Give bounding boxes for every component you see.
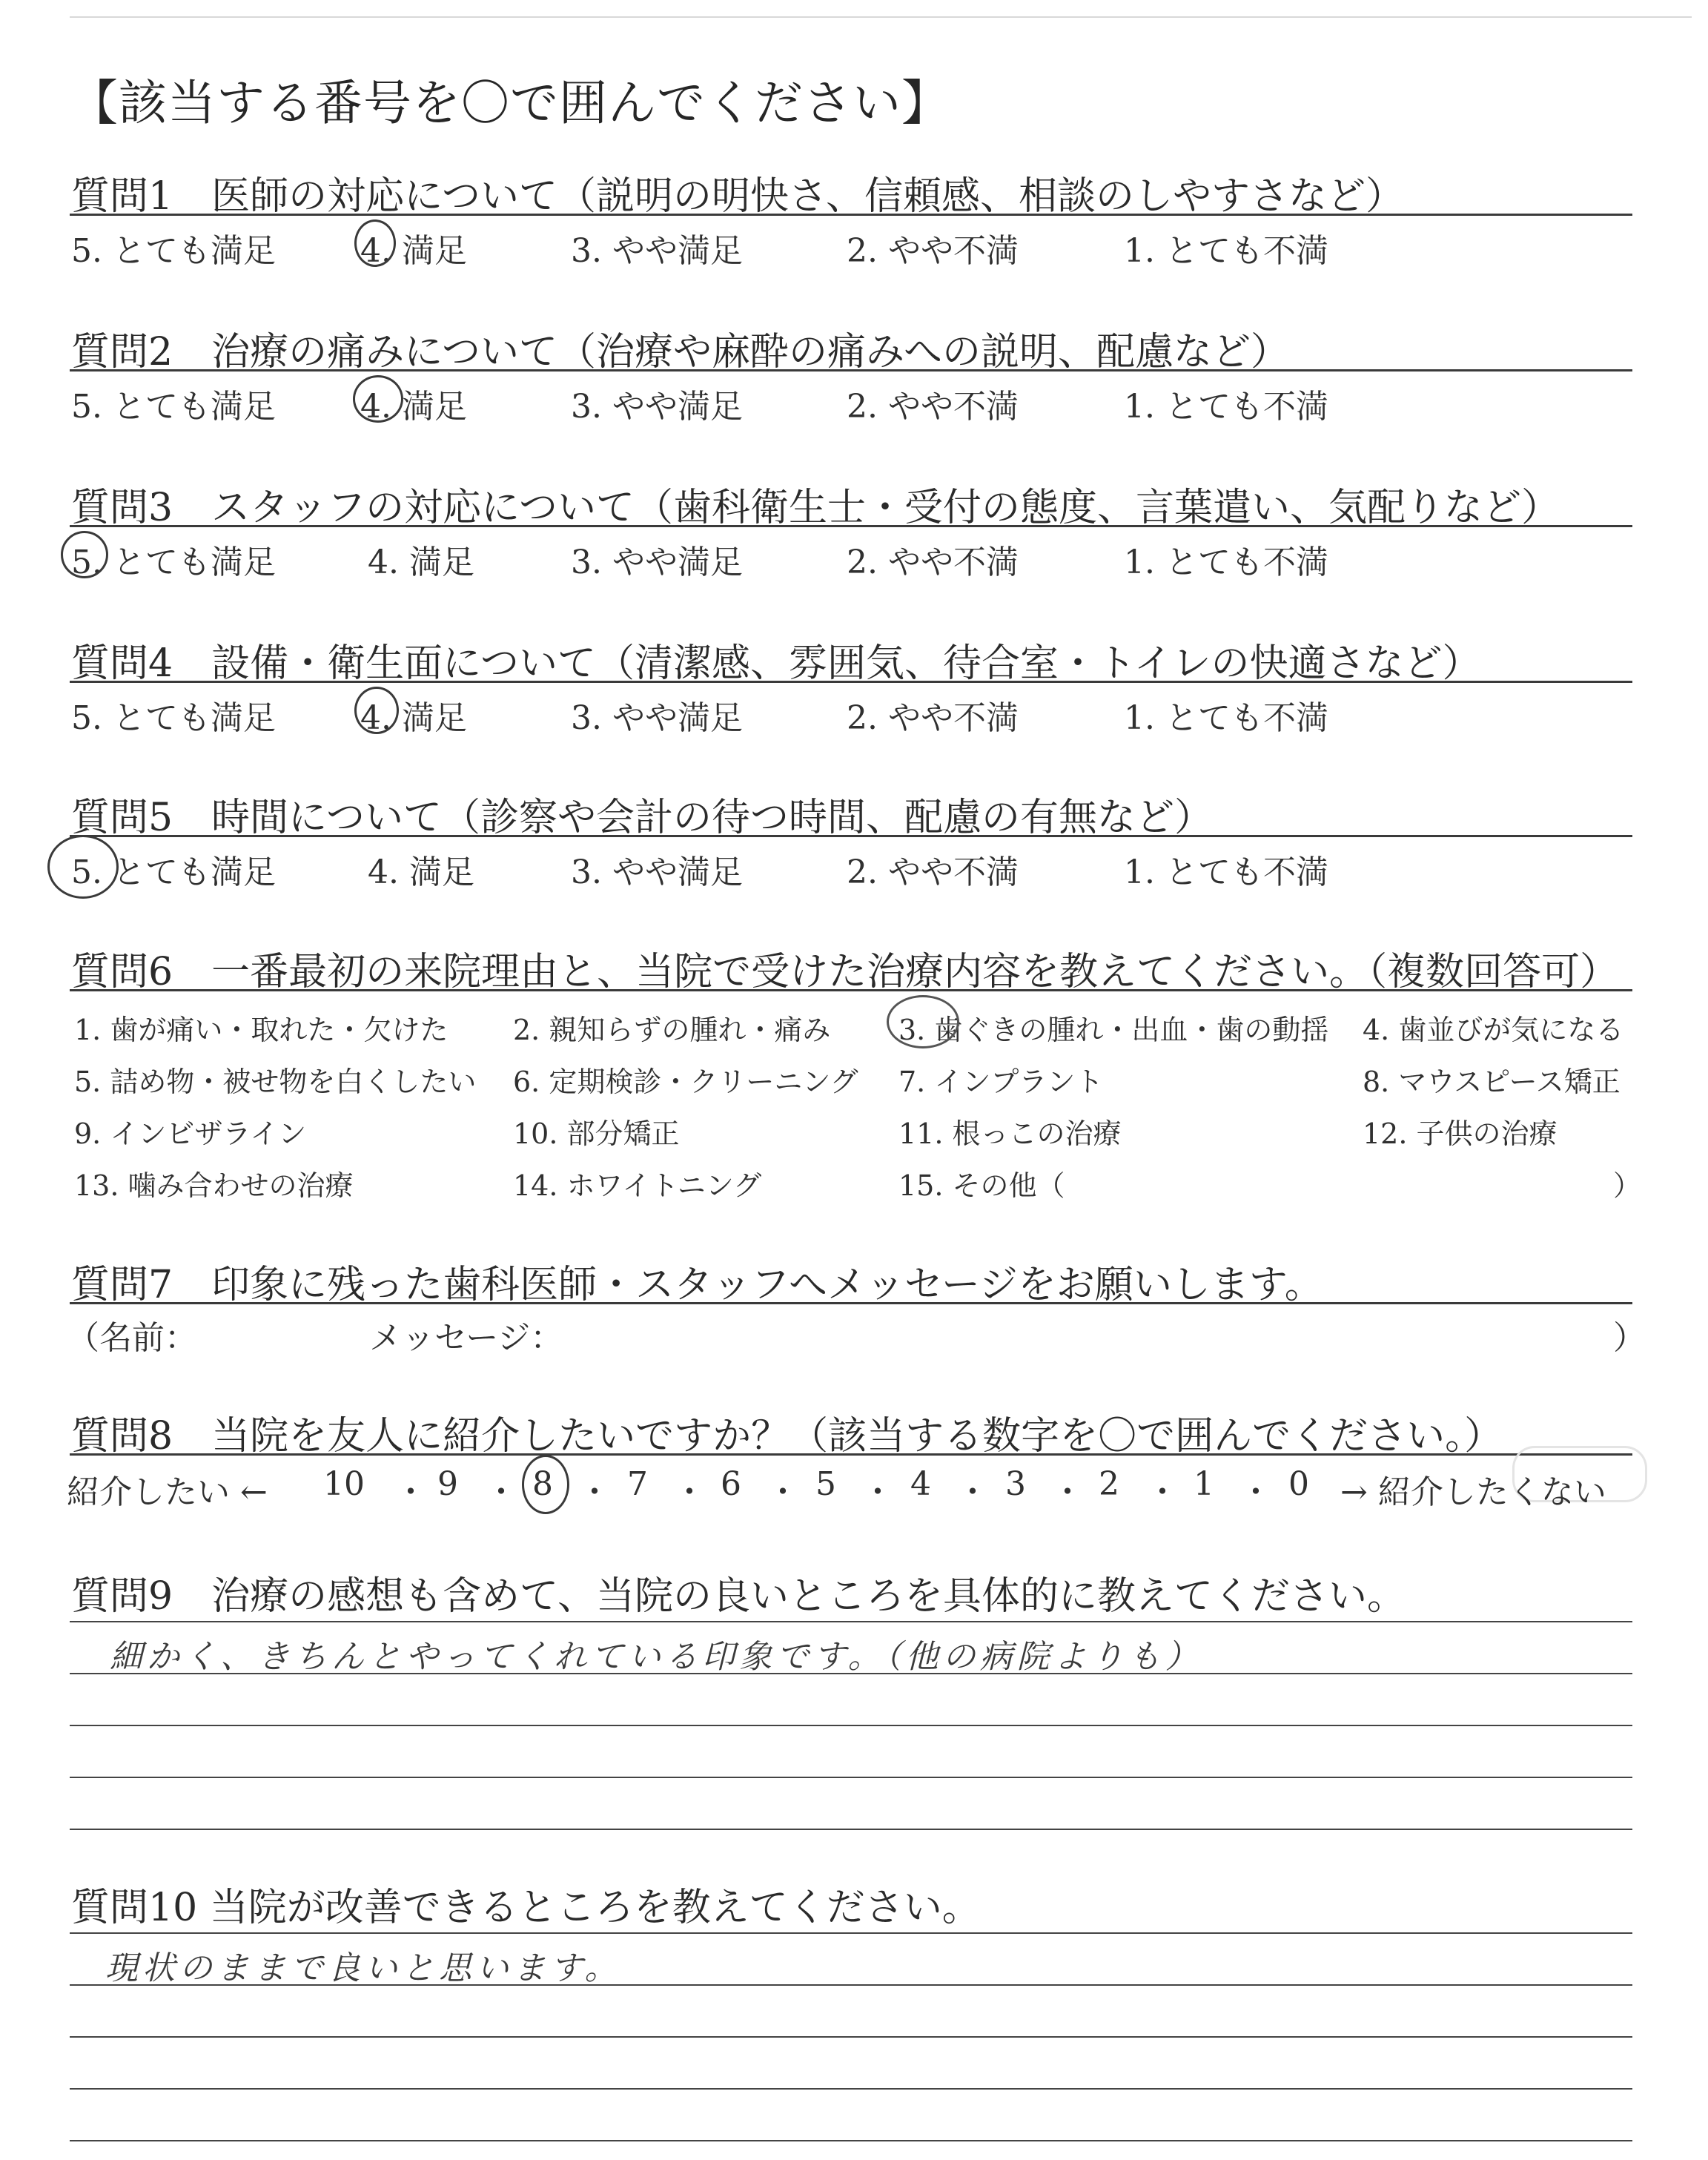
q4-option-5[interactable]: 5. とても満足 [71, 699, 276, 737]
question-8-rule [70, 1453, 1632, 1456]
q8-scale-2[interactable]: 2 [1099, 1465, 1119, 1503]
q6-option-15[interactable]: 15. その他（ [898, 1169, 1065, 1202]
q8-scale-7[interactable]: 7 [627, 1465, 648, 1503]
q3-option-1[interactable]: 1. とても不満 [1124, 544, 1328, 581]
q8-scale-10[interactable]: 10 [323, 1465, 365, 1503]
q8-scale-8[interactable]: 8 [532, 1465, 553, 1503]
question-2-title: 質問2 治療の痛みについて（治療や麻酔の痛みへの説明、配慮など） [71, 330, 1290, 374]
q2-option-5[interactable]: 5. とても満足 [71, 388, 276, 426]
q1-selection-circle [354, 219, 396, 267]
q8-dot: ・ [485, 1473, 517, 1511]
question-2-rule [70, 369, 1632, 371]
q5-option-4[interactable]: 4. 満足 [368, 853, 474, 891]
q7-name-label: （名前： [67, 1319, 197, 1357]
q1-option-3[interactable]: 3. やや満足 [571, 232, 743, 270]
q5-option-2[interactable]: 2. やや不満 [847, 853, 1019, 891]
q6-option-3[interactable]: 3. 歯ぐきの腫れ・出血・歯の動揺 [898, 1014, 1329, 1046]
q6-option-12[interactable]: 12. 子供の治療 [1363, 1117, 1558, 1150]
q6-option-9[interactable]: 9. インビザライン [74, 1117, 307, 1150]
q8-dot: ・ [861, 1473, 894, 1511]
q8-right-label: → 紹介したくない [1340, 1473, 1606, 1511]
q6-option-10[interactable]: 10. 部分矯正 [513, 1117, 680, 1150]
q6-option-6[interactable]: 6. 定期検診・クリーニング [513, 1066, 858, 1098]
question-3-rule [70, 525, 1632, 527]
q4-option-1[interactable]: 1. とても不満 [1124, 699, 1328, 737]
q2-selection-circle [353, 375, 403, 423]
q7-close-paren: ） [1613, 1319, 1646, 1357]
page-header: 【該当する番号を〇で囲んでください】 [70, 76, 951, 131]
q9-line [70, 1829, 1632, 1830]
q8-dot: ・ [956, 1473, 989, 1511]
question-1-title: 質問1 医師の対応について（説明の明快さ、信頼感、相談のしやすさなど） [71, 174, 1404, 219]
q4-option-4[interactable]: 4. 満足 [360, 699, 467, 737]
q5-option-3[interactable]: 3. やや満足 [571, 853, 743, 891]
q1-option-1[interactable]: 1. とても不満 [1124, 232, 1328, 270]
q8-dot: ・ [578, 1473, 611, 1511]
q8-dot: ・ [1239, 1473, 1272, 1511]
q8-scale-3[interactable]: 3 [1005, 1465, 1026, 1503]
q2-option-3[interactable]: 3. やや満足 [571, 388, 743, 426]
q4-option-3[interactable]: 3. やや満足 [571, 699, 743, 737]
q8-dot: ・ [767, 1473, 799, 1511]
q6-option-13[interactable]: 13. 噛み合わせの治療 [74, 1169, 354, 1202]
q1-option-2[interactable]: 2. やや不満 [847, 232, 1019, 270]
q4-option-2[interactable]: 2. やや不満 [847, 699, 1019, 737]
q9-handwritten-answer[interactable]: 細かく、きちんとやってくれている印象です。（他の病院よりも） [110, 1638, 1202, 1676]
question-7-title: 質問7 印象に残った歯科医師・スタッフへメッセージをお願いします。 [71, 1263, 1323, 1307]
q8-scale-6[interactable]: 6 [721, 1465, 741, 1503]
q8-left-label: 紹介したい ← [67, 1473, 268, 1511]
q3-option-2[interactable]: 2. やや不満 [847, 544, 1019, 581]
q8-dot: ・ [394, 1473, 427, 1511]
q6-option-4[interactable]: 4. 歯並びが気になる [1363, 1014, 1624, 1046]
q10-line [70, 1932, 1632, 1934]
q9-line [70, 1725, 1632, 1726]
q1-option-4[interactable]: 4. 満足 [360, 232, 467, 270]
q8-scale-9[interactable]: 9 [437, 1465, 458, 1503]
q6-option-7[interactable]: 7. インプラント [898, 1066, 1104, 1098]
question-5-title: 質問5 時間について（診察や会計の待つ時間、配慮の有無など） [71, 796, 1214, 840]
top-border [70, 16, 1692, 18]
question-4-rule [70, 681, 1632, 683]
question-1-rule [70, 214, 1632, 216]
q8-scale-5[interactable]: 5 [815, 1465, 836, 1503]
q6-other-close-paren: ） [1613, 1169, 1642, 1202]
question-7-rule [70, 1302, 1632, 1304]
question-4-title: 質問4 設備・衛生面について（清潔感、雰囲気、待合室・トイレの快適さなど） [71, 641, 1481, 686]
q8-scale-0[interactable]: 0 [1288, 1465, 1309, 1503]
q9-line [70, 1673, 1632, 1674]
question-9-title: 質問9 治療の感想も含めて、当院の良いところを具体的に教えてください。 [71, 1574, 1406, 1619]
q10-line [70, 2140, 1632, 2141]
q8-dot: ・ [673, 1473, 706, 1511]
q7-message-label: メッセージ： [369, 1319, 563, 1357]
q6-option-8[interactable]: 8. マウスピース矯正 [1363, 1066, 1621, 1098]
q8-dot: ・ [1051, 1473, 1084, 1511]
q5-selection-circle [47, 835, 119, 899]
q1-option-5[interactable]: 5. とても満足 [71, 232, 276, 270]
q8-scale-4[interactable]: 4 [910, 1465, 931, 1503]
q8-selection-circle [522, 1455, 569, 1514]
q6-option-11[interactable]: 11. 根っこの治療 [898, 1117, 1122, 1150]
q6-selection-circle [887, 995, 959, 1048]
q6-option-5[interactable]: 5. 詰め物・被せ物を白くしたい [74, 1066, 477, 1098]
q2-option-1[interactable]: 1. とても不満 [1124, 388, 1328, 426]
question-6-rule [70, 989, 1632, 991]
question-8-title: 質問8 当院を友人に紹介したいですか？（該当する数字を〇で囲んでください。） [71, 1414, 1503, 1459]
q9-line [70, 1777, 1632, 1778]
q6-option-1[interactable]: 1. 歯が痛い・取れた・欠けた [74, 1014, 448, 1046]
q4-selection-circle [354, 687, 399, 734]
q2-option-4[interactable]: 4. 満足 [360, 388, 467, 426]
q5-option-5[interactable]: 5. とても満足 [71, 853, 276, 891]
q6-option-2[interactable]: 2. 親知らずの腫れ・痛み [513, 1014, 831, 1046]
q9-line [70, 1621, 1632, 1622]
question-5-rule [70, 835, 1632, 837]
q3-option-3[interactable]: 3. やや満足 [571, 544, 743, 581]
q10-line [70, 1984, 1632, 1986]
q10-line [70, 2036, 1632, 2038]
question-3-title: 質問3 スタッフの対応について（歯科衛生士・受付の態度、言葉遣い、気配りなど） [71, 486, 1560, 530]
q8-scale-1[interactable]: 1 [1194, 1465, 1214, 1503]
question-6-title: 質問6 一番最初の来院理由と、当院で受けた治療内容を教えてください。（複数回答可） [71, 950, 1619, 994]
q6-option-14[interactable]: 14. ホワイトニング [513, 1169, 762, 1202]
q5-option-1[interactable]: 1. とても不満 [1124, 853, 1328, 891]
q8-dot: ・ [1146, 1473, 1179, 1511]
q3-selection-circle [61, 531, 108, 578]
q3-option-4[interactable]: 4. 満足 [368, 544, 474, 581]
q2-option-2[interactable]: 2. やや不満 [847, 388, 1019, 426]
q3-option-5[interactable]: 5. とても満足 [71, 544, 276, 581]
q10-line [70, 2088, 1632, 2090]
q10-handwritten-answer[interactable]: 現状のままで良いと思います。 [105, 1949, 622, 1987]
question-10-title: 質問10 当院が改善できるところを教えてください。 [71, 1886, 981, 1930]
